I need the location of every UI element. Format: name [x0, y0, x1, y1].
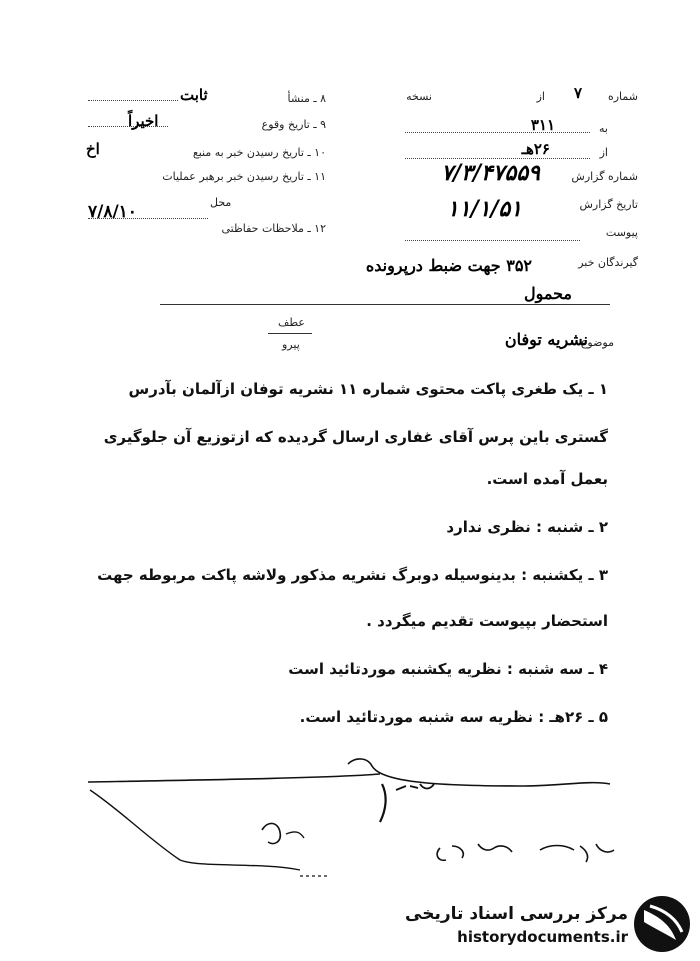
signature-scribbles	[0, 750, 700, 890]
body-line-2: گستری باین پرس آقای غفاری ارسال گردیده که ازتوزیع آن جلوگیری	[103, 428, 608, 446]
watermark-title: مرکز بررسی اسناد تاریخی	[405, 904, 628, 924]
copy-word: نسخه	[406, 90, 432, 103]
body-line-5: ۳ ـ یکشنبه : بدینوسیله دوبرگ نشریه مذکور ولاشه پاکت مربوطه جهت	[97, 566, 608, 584]
routing-line-2: محمول	[523, 284, 572, 303]
f10-label: ۱۰ ـ تاریخ رسیدن خبر به منبع	[192, 146, 326, 159]
from-label: از	[599, 146, 608, 159]
report-date-label: تاریخ گزارش	[579, 198, 638, 211]
routing-line-1: ۳۵۲ جهت ضبط درپرونده	[365, 256, 532, 275]
from-dots	[405, 158, 590, 159]
f8-value: ثابت	[180, 86, 208, 104]
archive-logo-icon	[632, 894, 692, 954]
copy-label: شماره	[607, 90, 638, 103]
num-dots	[405, 132, 590, 133]
f10-value: اخ	[86, 140, 100, 158]
recipients-label: گیرندگان خبر	[578, 256, 638, 269]
ref-divider	[268, 333, 312, 334]
body-line-4: ۲ ـ شنبه : نظری ندارد	[446, 518, 608, 536]
subject-value: نشریه توفان	[504, 330, 588, 349]
body-line-1: ۱ ـ یک طغری پاکت محتوی شماره ۱۱ نشریه توفان ازآلمان بآدرس	[128, 380, 608, 398]
attach-dots	[405, 240, 580, 241]
f12-label: ۱۲ ـ ملاحظات حفاظتی	[221, 222, 326, 235]
num-label: به	[599, 122, 608, 135]
subject-label: موضوع	[580, 336, 614, 349]
f8-dots	[88, 100, 178, 101]
f11-dots	[88, 218, 208, 219]
copy-from: از	[536, 90, 545, 103]
body-line-6: استحضار بپیوست تقدیم میگردد .	[366, 612, 608, 630]
f11-label: ۱۱ ـ تاریخ رسیدن خبر برهبر عملیات	[162, 170, 326, 183]
watermark-url: historydocuments.ir	[457, 928, 628, 946]
body-line-8: ۵ ـ ۲۶هـ : نظریه سه شنبه موردتائید است.	[299, 708, 608, 726]
f11-place: محل	[210, 196, 232, 209]
ref-piro: پیرو	[282, 338, 300, 351]
copy-value: ۷	[573, 84, 582, 102]
f9-label: ۹ ـ تاریخ وقوع	[261, 118, 326, 131]
f8-label: ۸ ـ منشأ	[287, 92, 326, 105]
report-no-label: شماره گزارش	[571, 170, 638, 183]
routing-rule	[160, 304, 610, 305]
report-date-value: ۱۱/۱/۵۱	[446, 196, 522, 222]
report-no-value: ۷/۳/۴۷۵۵۹	[441, 160, 540, 186]
f9-value: اخیراً	[128, 112, 159, 130]
num-value: ۳۱۱	[530, 116, 555, 134]
body-line-3: بعمل آمده است.	[486, 470, 608, 488]
from-value: ۲۶هـ	[521, 140, 550, 158]
ref-atf: عطف	[278, 316, 305, 329]
f11-value: ۷/۸/۱۰	[88, 202, 137, 222]
body-line-7: ۴ ـ سه شنبه : نظریه یکشنبه موردتائید است	[288, 660, 608, 678]
attach-label: پیوست	[605, 226, 638, 239]
